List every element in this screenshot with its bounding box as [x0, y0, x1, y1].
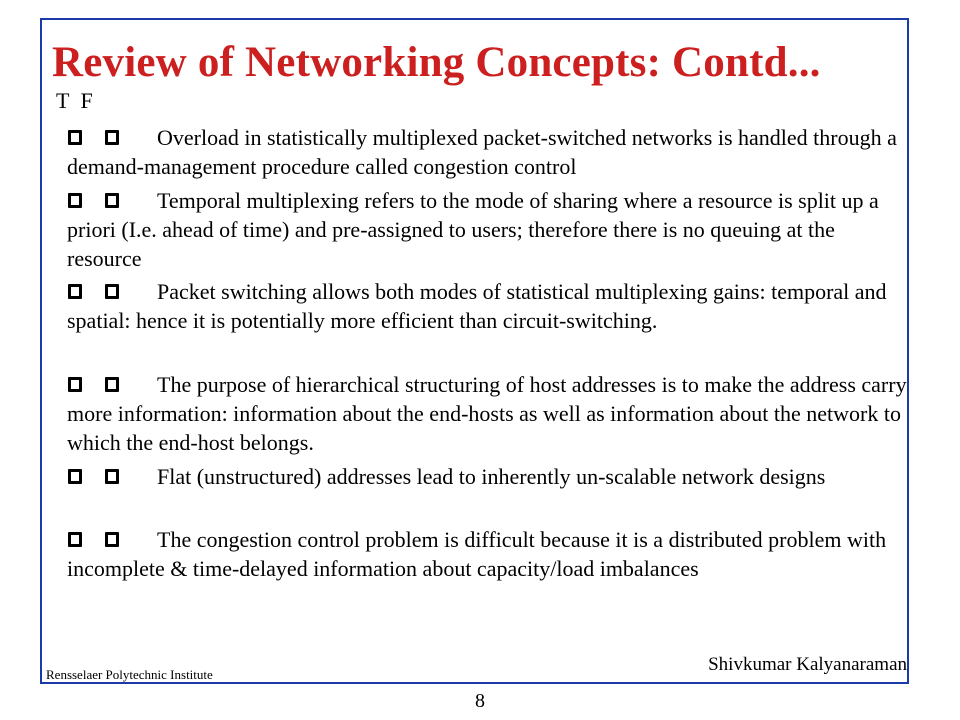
slide-title: Review of Networking Concepts: Contd...	[52, 39, 821, 86]
author-footer: Shivkumar Kalyanaraman	[708, 654, 907, 675]
statement-text: The congestion control problem is difficult because it is a distributed problem with incomplete & time-delayed information about capacity/load imbalances	[67, 527, 887, 581]
statement-text: Flat (unstructured) addresses lead to inherently un-scalable network designs	[157, 464, 826, 489]
true-false-header: T F	[56, 88, 93, 113]
page-number: 8	[475, 690, 485, 712]
statement-text: Temporal multiplexing refers to the mode of sharing where a resource is split up a priori (I.e. ahead of time) and pre-assigned to users; therefore there is no queuing at the resource	[67, 188, 879, 271]
statement-text: The purpose of hierarchical structuring of host addresses is to make the address carry more information: information about the end-hosts as well as information about the network to which the end-host belongs.	[67, 372, 907, 455]
statement-text: Packet switching allows both modes of statistical multiplexing gains: temporal and spatial: hence it is potentially more efficient than circuit-switching.	[67, 279, 887, 333]
institution-footer: Rensselaer Polytechnic Institute	[46, 667, 213, 682]
statement-text: Overload in statistically multiplexed packet-switched networks is handled through a demand-management procedure called congestion control	[67, 125, 897, 179]
